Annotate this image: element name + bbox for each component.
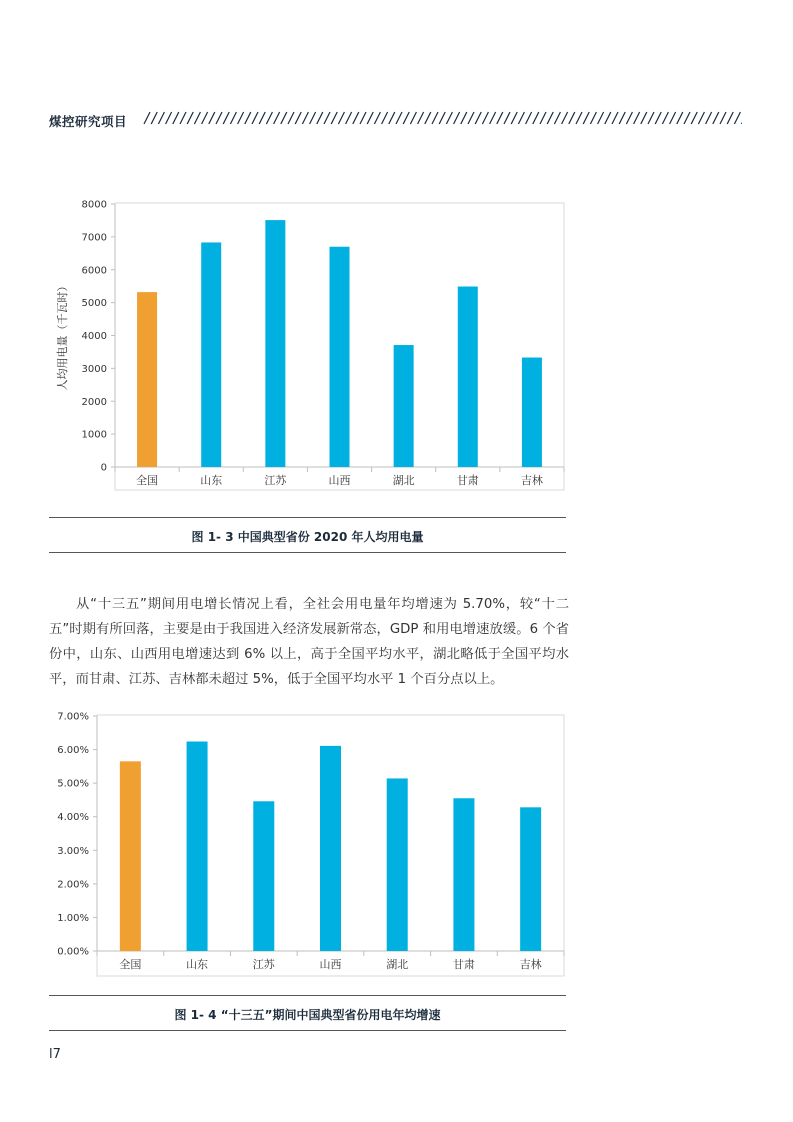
- y-axis-label: 人均用电量（千瓦时）: [56, 280, 69, 391]
- bar: [320, 746, 341, 951]
- y-tick-label: 3000: [81, 363, 107, 375]
- bar: [520, 807, 541, 951]
- x-tick-label: 山西: [328, 474, 351, 487]
- bar: [187, 742, 208, 951]
- figure-caption: 图 1- 3 中国典型省份 2020 年人均用电量: [191, 530, 424, 544]
- x-tick-label: 吉林: [520, 474, 543, 487]
- page-number: l7: [49, 1047, 61, 1062]
- y-tick-label: 7000: [81, 232, 107, 244]
- caption-rule-bottom: [49, 1030, 566, 1031]
- x-tick-label: 全国: [136, 474, 159, 487]
- header-title: 煤控研究项目: [49, 114, 128, 129]
- x-tick-label: 湖北: [386, 958, 409, 971]
- figure-caption: 图 1- 4 “十三五”期间中国典型省份用电年均增速: [174, 1008, 441, 1022]
- x-tick-label: 全国: [119, 958, 142, 971]
- bar: [387, 778, 408, 951]
- y-tick-label: 7.00%: [57, 711, 89, 723]
- x-tick-label: 山东: [200, 474, 223, 487]
- y-tick-label: 4000: [81, 331, 107, 342]
- bar: [120, 761, 141, 951]
- y-tick-label: 3.00%: [57, 845, 89, 857]
- y-tick-label: 0.00%: [57, 946, 89, 958]
- x-tick-label: 甘肃: [452, 958, 475, 971]
- y-tick-label: 0: [100, 462, 107, 474]
- body-paragraph: 从“十三五”期间用电增长情况上看，全社会用电量年均增速为 5.70%，较“十二五”时期有所回落，主要是由于我国进入经济发展新常态，GDP 和用电增速放缓。6 个省份中，山东、山西用电增速达到 6% 以上，高于全国平均水平，湖北略低于全国平均水平，而甘肃、江苏、吉林都未超过 5%，低于全国平均水平 1 个百分点以上。: [49, 597, 569, 687]
- x-tick-label: 吉林: [519, 958, 542, 971]
- bar: [253, 801, 274, 951]
- x-tick-label: 山西: [319, 958, 342, 971]
- y-tick-label: 4.00%: [57, 812, 89, 824]
- y-tick-label: 5.00%: [57, 778, 89, 790]
- x-tick-label: 甘肃: [456, 474, 479, 487]
- x-tick-label: 山东: [186, 958, 209, 971]
- x-tick-label: 湖北: [392, 474, 415, 487]
- y-tick-label: 2.00%: [57, 879, 89, 891]
- x-tick-label: 江苏: [264, 474, 287, 487]
- x-tick-label: 江苏: [252, 958, 275, 971]
- y-tick-label: 1000: [81, 429, 107, 441]
- bar: [453, 798, 474, 951]
- y-tick-label: 6000: [81, 265, 107, 277]
- caption-rule-top: [49, 995, 566, 996]
- y-tick-label: 6.00%: [57, 745, 89, 757]
- y-tick-label: 5000: [81, 298, 107, 310]
- y-tick-label: 8000: [81, 199, 107, 211]
- y-tick-label: 2000: [81, 396, 107, 408]
- y-tick-label: 1.00%: [57, 912, 89, 924]
